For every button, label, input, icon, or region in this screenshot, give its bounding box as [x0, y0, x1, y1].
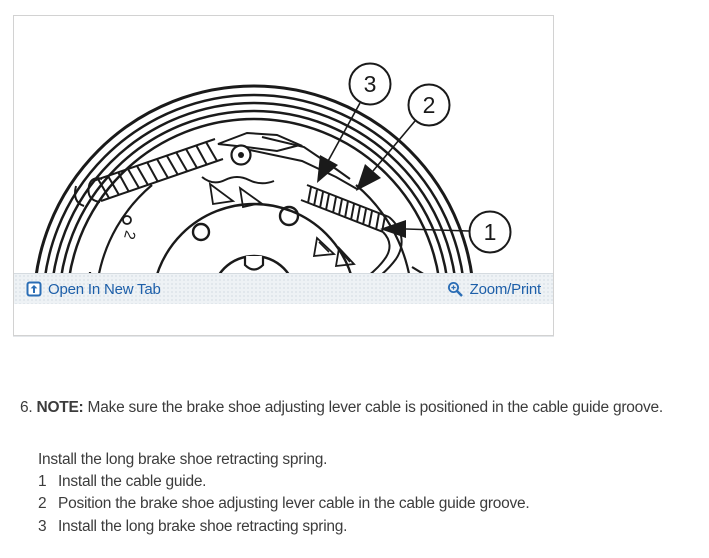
note-text: Make sure the brake shoe adjusting lever cable is positioned in the cable guide groove.: [87, 399, 663, 416]
figure-toolbar: [14, 273, 553, 304]
open-in-new-tab-icon: [26, 281, 42, 297]
list-item-number: 1: [38, 473, 47, 491]
retracting-spring: [75, 139, 223, 206]
note-label: NOTE:: [36, 399, 84, 416]
step-number: 6.: [20, 399, 33, 416]
note-paragraph: [20, 398, 704, 418]
callout-3-badge: [350, 64, 391, 105]
list-item-number: 2: [38, 495, 47, 513]
arrowhead-2: [356, 164, 381, 191]
open-in-new-tab-label: Open In New Tab: [48, 280, 161, 298]
stamp-mark: [120, 216, 139, 241]
list-item: [38, 493, 698, 515]
callout-1-badge: [470, 212, 511, 253]
brake-assembly-diagram: [14, 16, 553, 304]
zoom-icon: [447, 281, 464, 298]
zoom-print-label: Zoom/Print: [469, 280, 541, 298]
hub-keyway-notch: [245, 256, 263, 270]
svg-text:2: 2: [120, 228, 139, 242]
list-item-text: Install the cable guide.: [58, 473, 207, 491]
callout-2-badge: [409, 85, 450, 126]
svg-text:3: 3: [363, 71, 377, 97]
diagram-svg: [14, 16, 553, 304]
open-in-new-tab-link[interactable]: [26, 281, 161, 298]
list-item-text: Install the long brake shoe retracting spring.: [58, 517, 348, 535]
list-item-number: 3: [38, 517, 47, 535]
list-item-text: Position the brake shoe adjusting lever cable in the cable guide groove.: [58, 495, 530, 513]
zoom-print-link[interactable]: [447, 281, 541, 298]
list-item: [38, 516, 698, 538]
list-item: [38, 471, 698, 493]
figure-card: [13, 15, 554, 336]
svg-text:2: 2: [422, 92, 436, 118]
instruction-steps: [38, 449, 698, 538]
svg-text:1: 1: [483, 219, 497, 245]
steps-intro: Install the long brake shoe retracting spring.: [38, 451, 328, 468]
